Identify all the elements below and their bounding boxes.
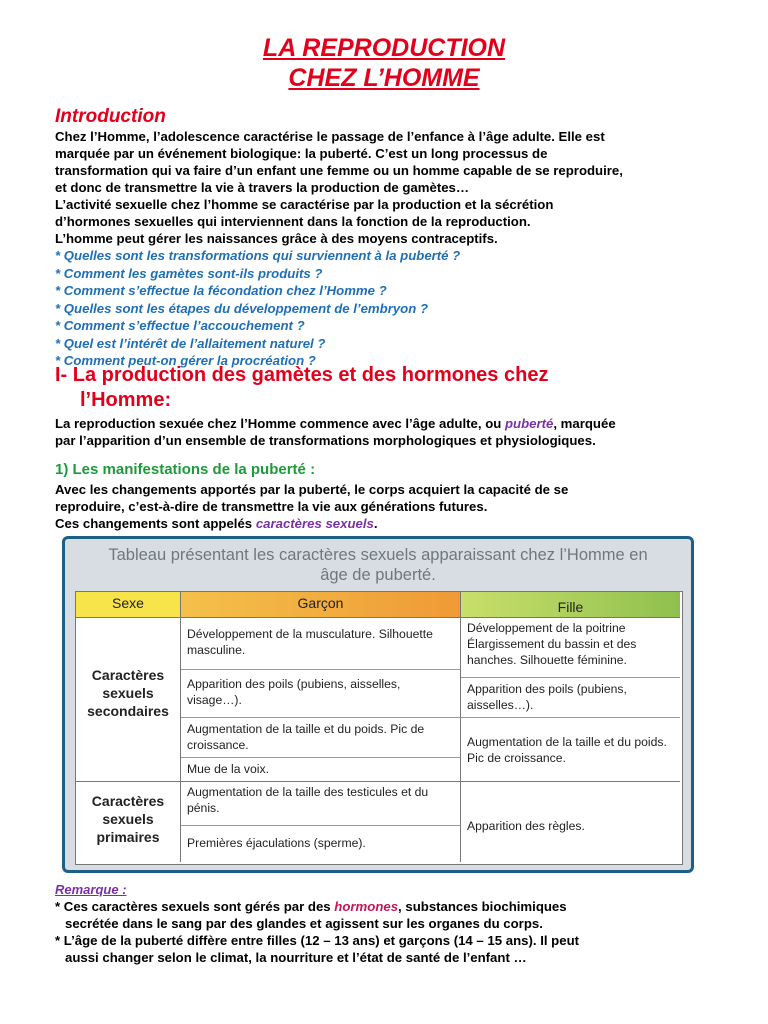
remarque-paragraph <box>55 898 755 966</box>
text-span: , marquée <box>553 416 616 431</box>
subsection-1-paragraph <box>55 481 755 532</box>
question-item: * Comment s’effectue la fécondation chez l’Homme ? <box>55 283 387 298</box>
section-1-heading <box>55 363 755 413</box>
sub-line-1: Avec les changements apportés par la puberté, le corps acquiert la capacité de se <box>55 482 569 497</box>
title-line-2: CHEZ L’HOMME <box>288 64 480 92</box>
intro-line: transformation qui va faire d’un enfant une femme ou un homme capable de se reproduire, <box>55 163 623 178</box>
fille-cell-4: Apparition des règles. <box>467 819 585 833</box>
remarque-line-3: * L’âge de la puberté diffère entre filles (12 – 13 ans) et garçons (14 – 15 ans). Il peut <box>55 933 580 948</box>
remarque-line-2: secrétée dans le sang par des glandes et agissent sur les organes du corps. <box>65 916 543 931</box>
table-title-line-1: Tableau présentant les caractères sexuels apparaissant chez l’Homme en <box>108 546 648 564</box>
garcon-cell-2: Apparition des poils (pubiens, aisselles, visage…). <box>181 670 461 718</box>
section-1-line-1 <box>55 415 755 432</box>
question-item: * Quelles sont les transformations qui surviennent à la puberté ? <box>55 248 461 263</box>
highlight-puberte: puberté <box>505 416 554 431</box>
section-1-paragraph <box>55 415 755 449</box>
remarque-line-4: aussi changer selon le climat, la nourriture et l’état de santé de l’enfant … <box>65 950 527 965</box>
highlight-hormones: hormones <box>334 899 399 914</box>
text-span: La reproduction sexuée chez l’Homme commence avec l’âge adulte, ou <box>55 416 505 431</box>
header-fille: Fille <box>461 592 680 618</box>
question-item: * Quel est l’intérêt de l’allaitement naturel ? <box>55 335 326 351</box>
garcon-cell-4: Mue de la voix. <box>181 758 461 782</box>
question-list <box>55 247 755 370</box>
puberty-table <box>75 591 683 865</box>
sub-line-3 <box>55 515 755 532</box>
section-1-heading-line-1: I- La production des gamètes et des hormones chez <box>55 364 549 386</box>
header-garcon: Garçon <box>181 592 461 618</box>
text-span: . <box>373 516 378 531</box>
garcon-cell-3: Augmentation de la taille et du poids. Pic de croissance. <box>181 718 461 758</box>
intro-paragraph <box>55 128 755 247</box>
garcon-cell-1: Développement de la musculature. Silhouette masculine. <box>181 618 461 670</box>
remarque-line-1 <box>55 898 755 915</box>
question-item: * Quelles sont les étapes du développement de l’embryon ? <box>55 300 429 316</box>
text-span: , substances biochimiques <box>398 899 567 914</box>
garcon-cell-5: Augmentation de la taille des testicules et du pénis. <box>181 782 461 826</box>
remarque-heading: Remarque : <box>55 882 127 897</box>
title-line-1: LA REPRODUCTION <box>262 34 506 62</box>
question-item: * Comment peut-on gérer la procréation ? <box>55 353 316 368</box>
intro-line: Chez l’Homme, l’adolescence caractérise le passage de l’enfance à l’âge adulte. Elle est <box>55 129 605 144</box>
intro-line: et donc de transmettre la vie à travers la production de gamètes… <box>55 180 470 195</box>
table-title-line-2: âge de puberté. <box>320 566 436 584</box>
intro-line: marquée par un événement biologique: la puberté. C’est un long processus de <box>55 146 548 161</box>
sub-line-2: reproduire, c’est-à-dire de transmettre la vie aux générations futures. <box>55 499 488 514</box>
subsection-1-heading: 1) Les manifestations de la puberté : <box>55 461 316 478</box>
fille-cell-3: Augmentation de la taille et du poids. Pic de croissance. <box>461 718 680 782</box>
garcon-cell-6: Premières éjaculations (sperme). <box>181 826 461 862</box>
table-title <box>65 545 691 585</box>
text-span: * Ces caractères sexuels sont gérés par des <box>55 899 335 914</box>
label-secondaires: Caractères sexuels secondaires <box>76 618 181 782</box>
label-primaires: Caractères sexuels primaires <box>76 782 181 862</box>
intro-line: L’activité sexuelle chez l’homme se caractérise par la production et la sécrétion <box>55 197 554 212</box>
intro-line: L’homme peut gérer les naissances grâce à des moyens contraceptifs. <box>55 231 498 246</box>
fille-cell-1: Développement de la poitrine Élargissement du bassin et des hanches. Silhouette féminine. <box>461 618 680 678</box>
section-1-line-2: par l’apparition d’un ensemble de transformations morphologiques et physiologiques. <box>55 433 596 448</box>
question-item: * Comment les gamètes sont-ils produits ? <box>55 265 323 281</box>
puberty-table-figure <box>62 536 694 873</box>
intro-heading: Introduction <box>55 106 166 127</box>
highlight-caracteres-sexuels: caractères sexuels <box>255 516 374 531</box>
section-1-heading-line-2: l’Homme: <box>80 389 172 411</box>
question-item: * Comment s’effectue l’accouchement ? <box>55 318 305 333</box>
header-sexe: Sexe <box>76 592 181 618</box>
fille-cell-2: Apparition des poils (pubiens, aisselles…). <box>461 678 680 718</box>
intro-line: d’hormones sexuelles qui interviennent dans la fonction de la reproduction. <box>55 214 531 229</box>
text-span: Ces changements sont appelés <box>55 516 256 531</box>
